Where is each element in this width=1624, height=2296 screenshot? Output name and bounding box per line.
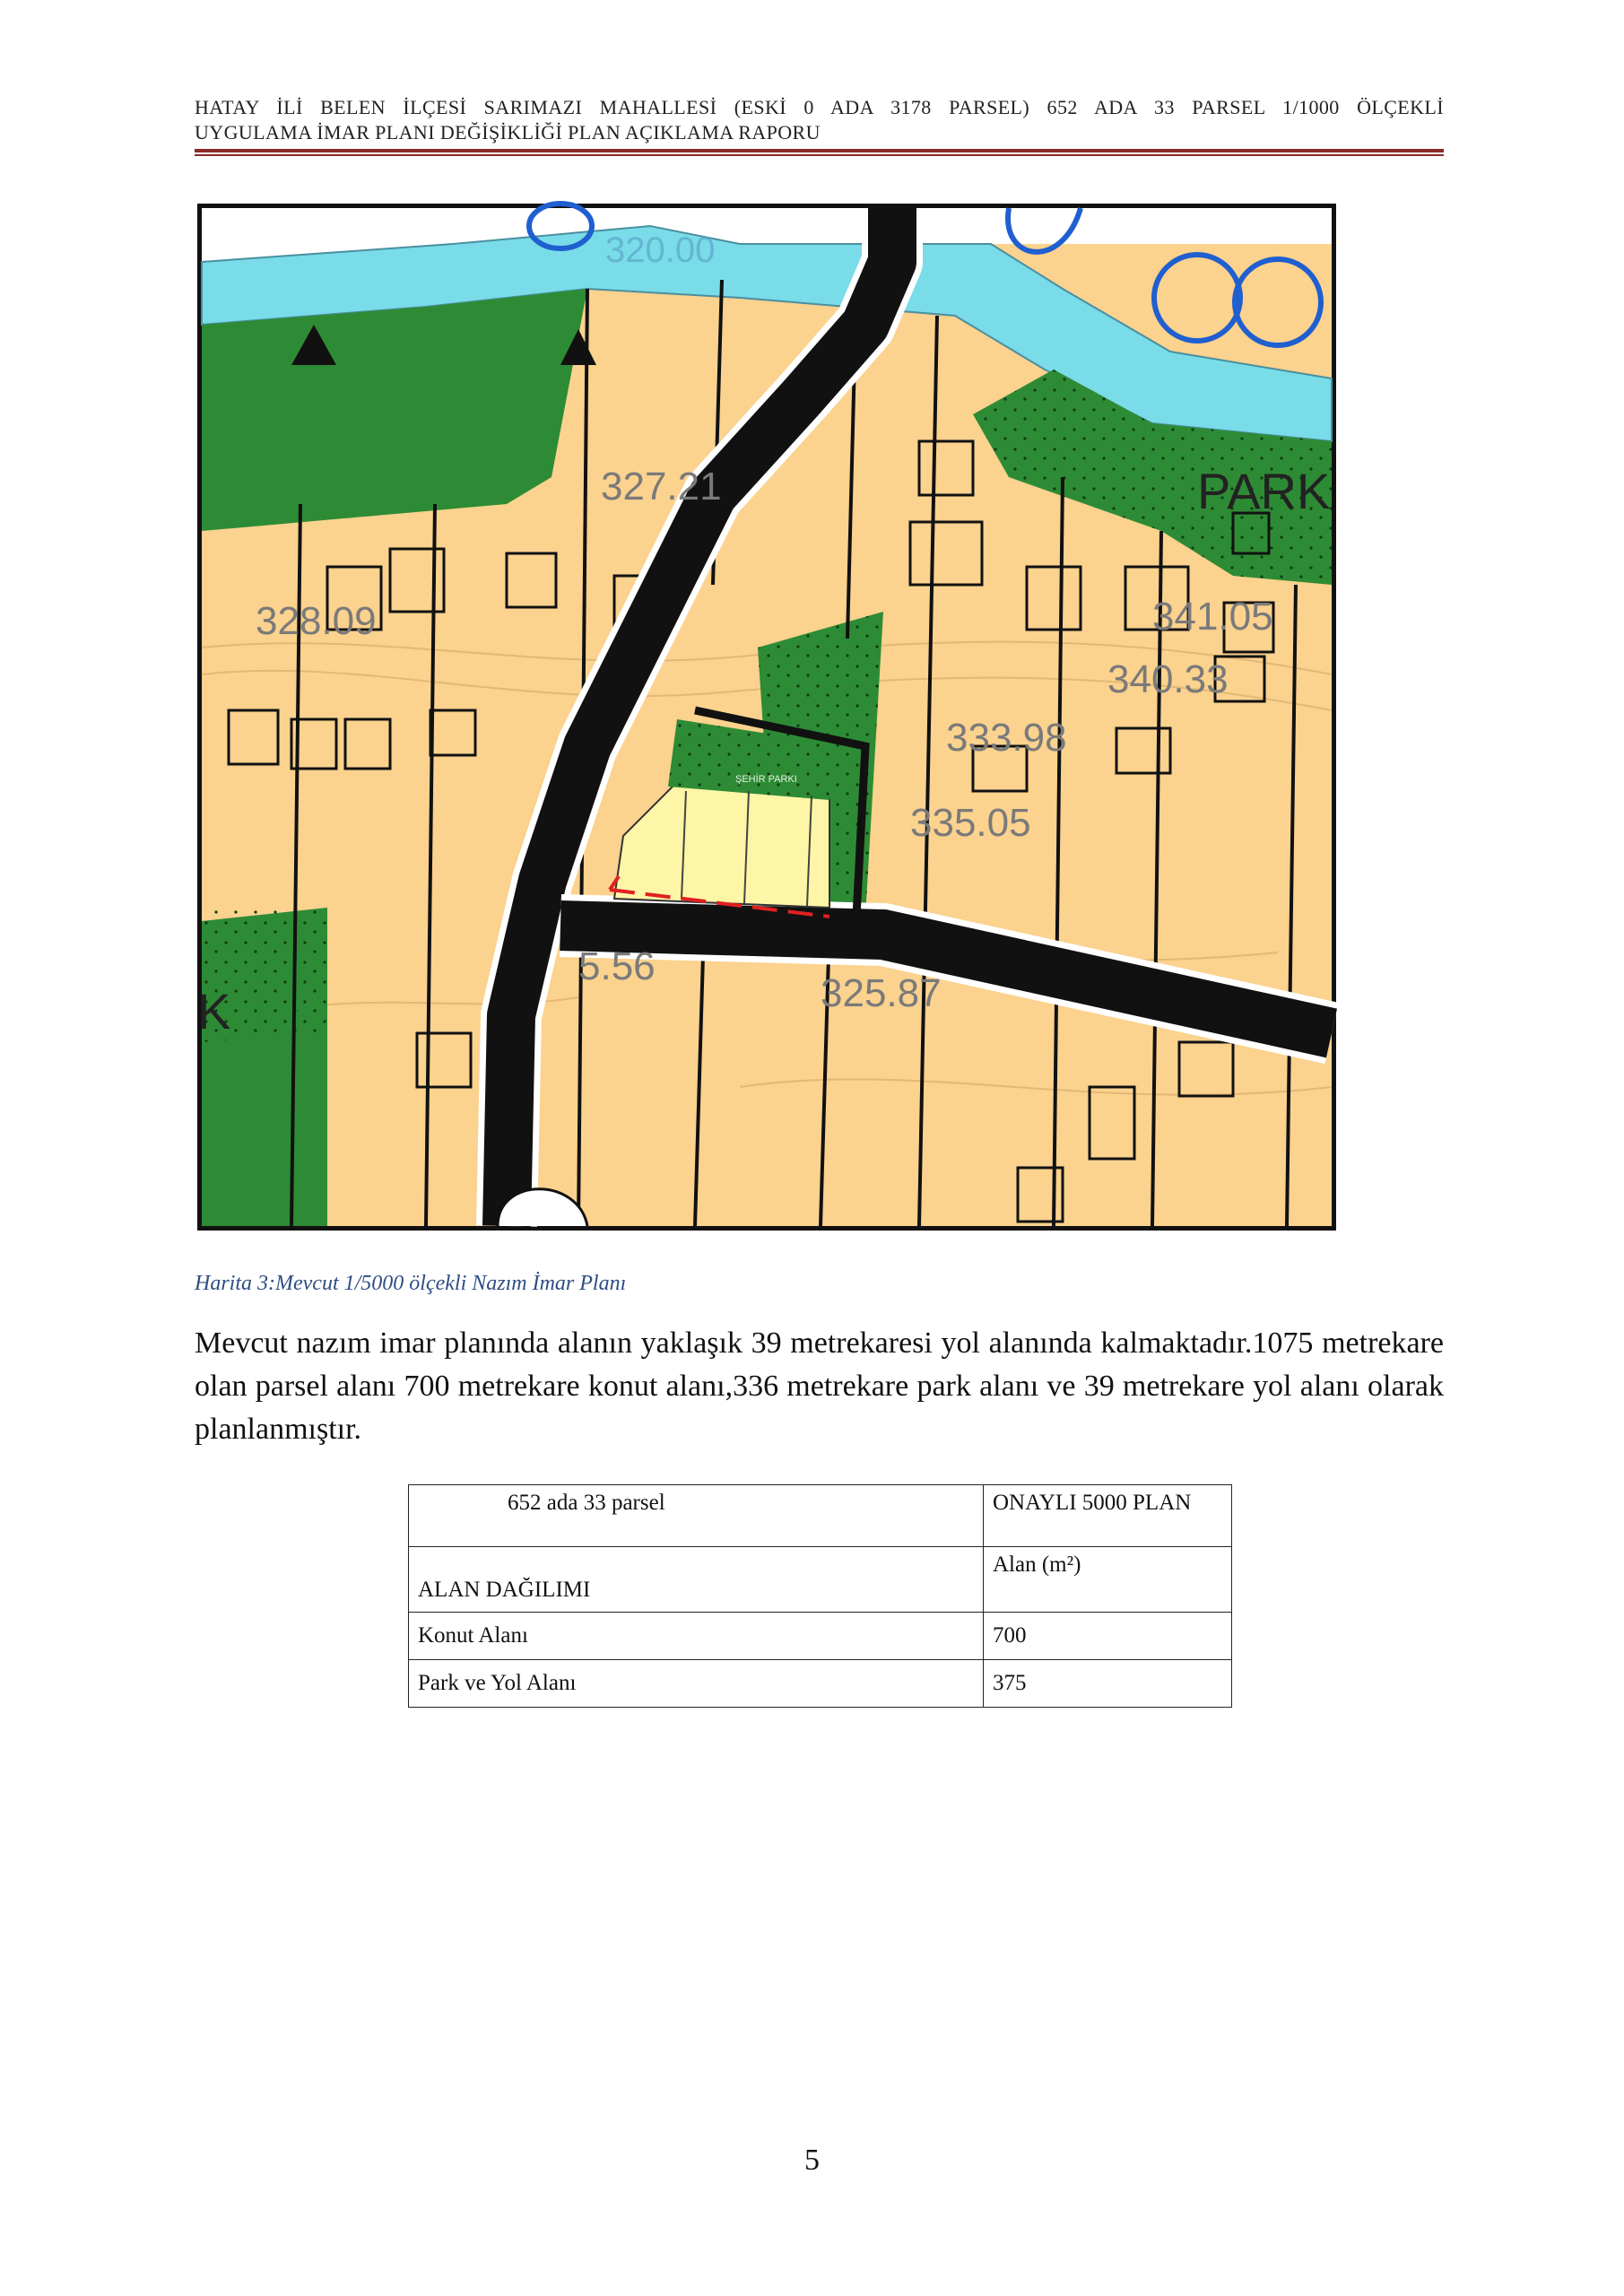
- table-cell-label: Park ve Yol Alanı: [409, 1660, 984, 1708]
- elev-333: 333.98: [946, 716, 1067, 760]
- table-row: [409, 1485, 1232, 1547]
- map-caption: Harita 3:Mevcut 1/5000 ölçekli Nazım İmar Planı: [195, 1272, 627, 1295]
- height-labels: [605, 230, 715, 270]
- plan-map: [197, 204, 1336, 1231]
- table-row: [409, 1613, 1232, 1660]
- elev-325: 325.87: [821, 971, 942, 1015]
- park-small-label: ŞEHİR PARKI: [735, 774, 797, 785]
- table-row: [409, 1547, 1232, 1613]
- table-cell-label: Konut Alanı: [409, 1613, 984, 1660]
- header-rule-thick: [195, 149, 1444, 152]
- table-cell-area-unit: Alan (m²): [984, 1547, 1232, 1613]
- table-cell-parcel: 652 ada 33 parsel: [409, 1485, 984, 1547]
- plan-map-drawing: [197, 208, 1332, 1226]
- park-label-k: K: [197, 983, 231, 1039]
- table-cell-plan: ONAYLI 5000 PLAN: [984, 1485, 1232, 1547]
- header-rule-thin: [195, 154, 1444, 156]
- area-table: [408, 1484, 1232, 1708]
- elev-320: 320.00: [605, 230, 716, 270]
- elev-340: 340.33: [1107, 657, 1229, 701]
- document-header: [195, 95, 1444, 145]
- table-cell-value: 375: [984, 1660, 1232, 1708]
- table-row: [409, 1660, 1232, 1708]
- header-line-2: UYGULAMA İMAR PLANI DEĞİŞİKLİĞİ PLAN AÇIKLAMA RAPORU: [195, 121, 821, 144]
- elev-327: 327.21: [601, 465, 722, 509]
- body-paragraph: Mevcut nazım imar planında alanın yaklaşık 39 metrekaresi yol alanında kalmaktadır.1075 metrekare olan parsel alanı 700 metrekare konut alanı,336 metrekare park alanı ve 39 metrekare yol alanı olarak planlanmıştır.: [195, 1326, 1444, 1446]
- table-cell-distribution: ALAN DAĞILIMI: [409, 1547, 984, 1613]
- table-cell-value: 700: [984, 1613, 1232, 1660]
- park-label: PARK: [1197, 463, 1331, 519]
- elev-328: 328.09: [256, 599, 377, 643]
- elev-335: 335.05: [910, 801, 1031, 845]
- elev-5-56: 5.56: [578, 944, 656, 988]
- elev-341: 341.05: [1152, 595, 1273, 639]
- page-number: 5: [804, 2144, 820, 2177]
- header-line-1: HATAY İLİ BELEN İLÇESİ SARIMAZI MAHALLESİ (ESKİ 0 ADA 3178 PARSEL) 652 ADA 33 PARSEL 1/1000 ÖLÇEKLİ: [195, 96, 1444, 118]
